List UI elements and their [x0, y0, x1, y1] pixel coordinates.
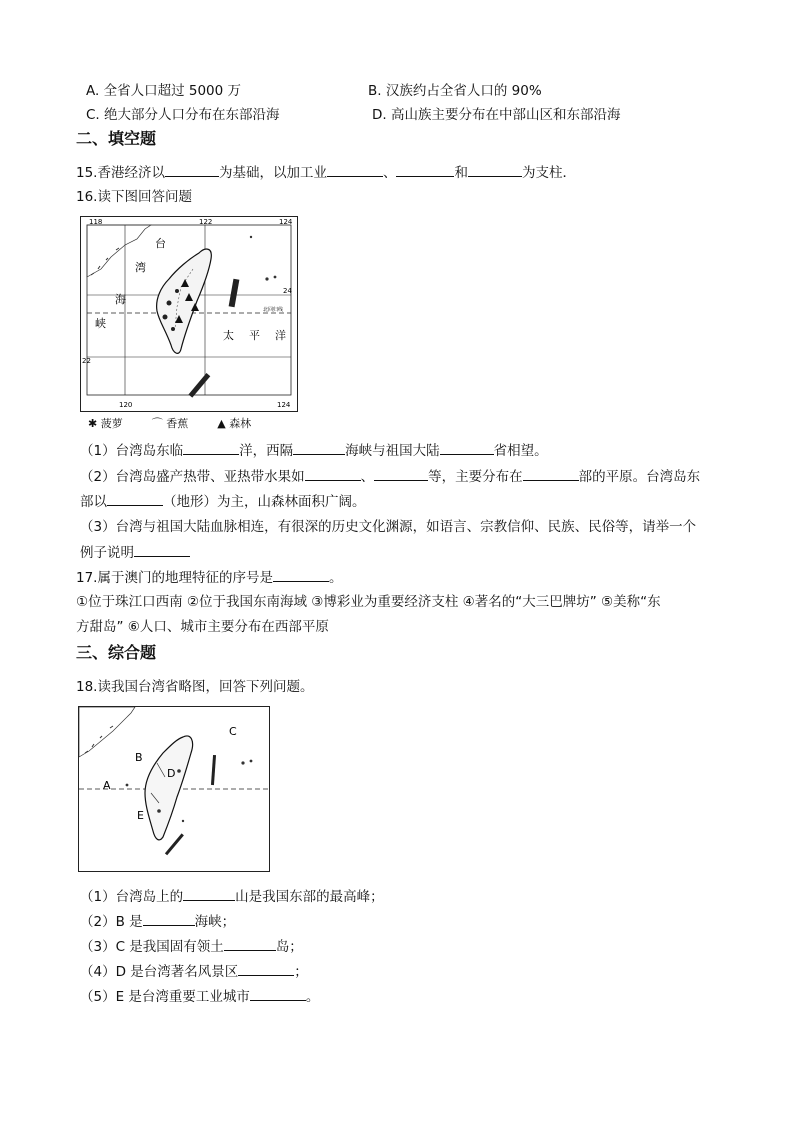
- choice-c: C. 绝大部分人口分布在东部沿海: [86, 107, 280, 123]
- q18-sub-4: [80, 961, 308, 982]
- map2-coast-islets: [85, 726, 113, 753]
- question-18-title: 18.读我国台湾省略图，回答下列问题。: [76, 679, 314, 695]
- map2-islet-4: [126, 784, 129, 787]
- q16-s2-text-3: 等，主要分布在: [428, 469, 523, 485]
- q16-sub-2-line-2: [80, 491, 366, 512]
- map2-taiwan-island: [145, 736, 193, 840]
- taiwan-map-2: [78, 706, 270, 872]
- q18-s3-text-1: （3）C 是我国固有领土: [80, 939, 224, 955]
- map1-islet-2: [274, 276, 277, 279]
- q17-text-2: 。: [328, 570, 343, 586]
- choice-b: B. 汉族约占全省人口的 90%: [368, 83, 542, 99]
- q18-s4-text-2: ；: [294, 964, 308, 980]
- map1-label-tai: 台: [155, 237, 166, 250]
- q18-s1-text-2: 山是我国东部的最高峰；: [235, 889, 384, 905]
- q18-s5-blank[interactable]: [250, 986, 306, 1001]
- q15-text-5: 为支柱．: [521, 165, 576, 181]
- q16-s2-text-5: 部以: [80, 494, 107, 510]
- pineapple-icon: ✱: [88, 417, 98, 430]
- choice-a: A. 全省人口超过 5000 万: [86, 83, 242, 99]
- q15-text-2: 为基础，以加工业: [218, 165, 327, 181]
- map2-islet-1: [241, 761, 244, 764]
- map2-point-e: [157, 809, 161, 813]
- map2-label-b: B: [135, 751, 143, 764]
- map1-label-yang: 洋: [275, 329, 286, 342]
- map1-lon-124: 124: [279, 218, 293, 226]
- q18-s3-blank[interactable]: [224, 936, 276, 951]
- map1-label-ping: 平: [249, 329, 260, 342]
- map2-label-a: A: [103, 779, 111, 792]
- q18-s4-text-1: （4）D 是台湾著名风景区: [80, 964, 239, 980]
- map1-lat-22: 22: [82, 357, 91, 365]
- q15-text-1: 15.香港经济以: [76, 165, 165, 181]
- q16-s1-blank-3[interactable]: [440, 440, 494, 455]
- q16-s2-text-4: 部的平原。台湾岛东: [578, 469, 701, 485]
- map1-label-tai2: 太: [223, 329, 234, 342]
- map1-label-xia: 峡: [95, 317, 106, 330]
- q16-s2-blank-2[interactable]: [374, 466, 428, 481]
- map2-scale-bar-2: [165, 833, 184, 855]
- q16-s2-text-1: （2）台湾岛盛产热带、亚热带水果如: [80, 469, 305, 485]
- q18-s1-blank[interactable]: [183, 886, 235, 901]
- section-title-comprehensive: 三、综合题: [76, 643, 157, 662]
- map2-label-c: C: [229, 725, 237, 738]
- map1-tropic-label: 北回归线: [263, 307, 284, 313]
- q16-s2-blank-1[interactable]: [305, 466, 361, 481]
- map2-islet-2: [250, 760, 253, 763]
- q18-sub-2: [80, 911, 235, 932]
- q16-s2-blank-3[interactable]: [523, 466, 579, 481]
- q16-s2-blank-4[interactable]: [107, 491, 163, 506]
- map1-lon-118: 118: [89, 218, 103, 226]
- taiwan-map-2-svg: [79, 707, 269, 871]
- q16-s2-text-2: 、: [360, 469, 375, 485]
- q15-blank-2[interactable]: [327, 162, 383, 177]
- map2-label-d: D: [167, 767, 176, 780]
- q18-s5-text-2: 。: [305, 989, 320, 1005]
- map1-coast-islets: [91, 248, 119, 275]
- q17-blank-1[interactable]: [273, 567, 329, 582]
- map1-islet-3: [250, 236, 252, 238]
- q17-options-line-1: ①位于珠江口西南 ②位于我国东南海域 ③博彩业为重要经济支柱 ④著名的“大三巴牌坊” ⑤美称“东: [76, 594, 661, 610]
- banana-icon: ⌒: [151, 417, 163, 430]
- map1-islet-1: [265, 277, 268, 280]
- map1-scale-bar-1: [229, 279, 240, 308]
- question-16-title: 16.读下图回答问题: [76, 189, 192, 205]
- q18-s3-text-2: 岛；: [275, 939, 303, 955]
- taiwan-map-1: [80, 216, 298, 412]
- map1-label-hai: 海: [115, 293, 126, 306]
- q15-blank-1[interactable]: [165, 162, 219, 177]
- q18-s5-text-1: （5）E 是台湾重要工业城市: [80, 989, 250, 1005]
- legend-banana-label: 香蕉: [166, 417, 189, 430]
- map2-scale-bar-1: [211, 755, 216, 785]
- question-17: [76, 567, 342, 588]
- question-15: [76, 162, 576, 183]
- q16-s1-blank-2[interactable]: [293, 440, 345, 455]
- legend-forest-label: 森林: [229, 417, 252, 430]
- q18-s2-blank[interactable]: [143, 911, 195, 926]
- taiwan-map-1-svg: [81, 217, 297, 411]
- q18-sub-1: [80, 886, 384, 907]
- map2-label-e: E: [137, 809, 144, 822]
- q15-blank-4[interactable]: [468, 162, 522, 177]
- map1-lon-120: 120: [119, 401, 133, 409]
- q16-s1-text-1: （1）台湾岛东临: [80, 443, 184, 459]
- choice-d: D. 高山族主要分布在中部山区和东部沿海: [372, 107, 621, 123]
- q18-s4-blank[interactable]: [238, 961, 294, 976]
- q16-s1-text-4: 省相望。: [493, 443, 548, 459]
- q16-s3-text-2: 例子说明: [80, 545, 134, 561]
- map1-lon-122: 122: [199, 218, 213, 226]
- map2-point-d: [177, 769, 181, 773]
- map2-islet-3: [182, 820, 184, 822]
- q16-s2-text-6: （地形）为主，山森林面积广阔。: [163, 494, 366, 510]
- map1-label-wan: 湾: [135, 261, 146, 274]
- q17-text-1: 17.属于澳门的地理特征的序号是: [76, 570, 273, 586]
- q15-text-4: 和: [454, 165, 468, 181]
- q18-s2-text-2: 海峡；: [194, 914, 236, 930]
- map1-scale-bar-2: [188, 373, 210, 398]
- q16-sub-3-line-2: [80, 542, 190, 563]
- q16-sub-2-line-1: [80, 466, 700, 487]
- q17-options-line-2: 方甜岛” ⑥人口、城市主要分布在西部平原: [76, 619, 329, 635]
- q16-sub-3-line-1: （3）台湾与祖国大陆血脉相连，有很深的历史文化渊源，如语言、宗教信仰、民族、民俗等，请举一个: [80, 519, 697, 535]
- map1-taiwan-island: [157, 249, 212, 353]
- q16-s3-blank-1[interactable]: [134, 542, 190, 557]
- q16-s1-text-2: 洋，西隔: [239, 443, 294, 459]
- q16-s1-text-3: 海峡与祖国大陆: [345, 443, 440, 459]
- map2-mainland-coast: [79, 707, 135, 757]
- q18-s1-text-1: （1）台湾岛上的: [80, 889, 184, 905]
- forest-icon: ▲: [217, 417, 226, 430]
- legend-pineapple-label: 菠萝: [100, 417, 123, 430]
- map1-lon-124-bottom: 124: [277, 401, 291, 409]
- q15-blank-3[interactable]: [396, 162, 454, 177]
- map1-legend: [88, 415, 251, 431]
- q15-text-3: 、: [382, 165, 397, 181]
- q16-s1-blank-1[interactable]: [183, 440, 239, 455]
- q16-sub-1: [80, 440, 548, 461]
- q18-s2-text-1: （2）B 是: [80, 914, 143, 930]
- q18-sub-3: [80, 936, 303, 957]
- q18-sub-5: [80, 986, 319, 1007]
- section-title-fill-blank: 二、填空题: [76, 129, 157, 148]
- map1-lat-24: 24: [283, 287, 292, 295]
